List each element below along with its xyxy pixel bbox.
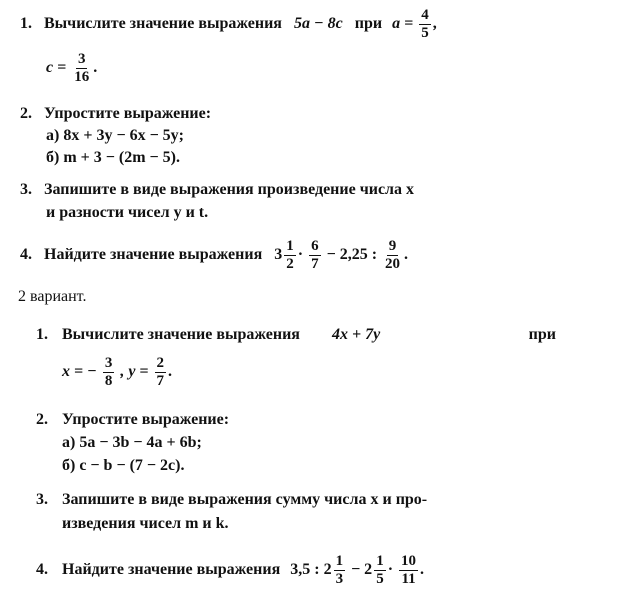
task-number: 2. (36, 411, 48, 428)
v2-task1-line2: x = − $\frac{3}{8}$ , y = $\frac{2}{7}$ . (62, 354, 173, 389)
fraction: $\frac{6}{7}$ (311, 237, 319, 272)
task-number: 2. (20, 105, 32, 122)
task-text: Упростите выражение: (44, 105, 212, 122)
v1-task1-line2: c = $\frac{3}{16}$ . (46, 51, 98, 85)
task-text: Найдите значение выражения (62, 561, 281, 578)
word-pri: при (354, 15, 383, 33)
fraction: $\frac{1}{3}$ (335, 552, 344, 587)
task-text: Запишите в виде выражения сумму числа x и про- (62, 491, 428, 508)
expression: 5a − 8c (293, 15, 343, 33)
task-text: Вычислите значение выражения (44, 15, 282, 33)
v1-task2-title (20, 104, 211, 124)
var-c: c = (46, 59, 67, 77)
task-number: 3. (36, 491, 48, 508)
v2-task3-line1 (36, 490, 427, 510)
task-text: Запишите в виде выражения произведение числа x (44, 181, 415, 198)
fraction: $\frac{1}{5}$ (376, 552, 384, 587)
var-y: , y = (120, 363, 149, 380)
word-pri: при (528, 326, 556, 343)
task-number: 4. (20, 246, 32, 263)
fraction-c: $\frac{3}{16}$ (74, 51, 90, 85)
fraction: $\frac{9}{20}$ (385, 237, 401, 272)
variant-label: 2 вариант. (18, 288, 87, 305)
task-text: Найдите значение выражения (44, 246, 263, 263)
v1-task2-a: а) 8x + 3y − 6x − 5y; (46, 127, 185, 144)
fraction: $\frac{10}{11}$ (401, 552, 417, 587)
expression-lead: 3,5 : 2 (290, 561, 332, 578)
fraction-y: $\frac{2}{7}$ (156, 354, 165, 389)
v2-task4: 4. Найдите значение выражения 3,5 : 2 $\frac{1}{3}$ − 2 $\frac{1}{5}$ · $\frac{10}{11}$ . (36, 552, 425, 587)
task-number: 3. (20, 181, 32, 198)
v1-task4: 4. Найдите значение выражения 3 $\frac{1}{2}$ · $\frac{6}{7}$ − 2,25 : $\frac{9}{20}$ . (20, 234, 408, 276)
mixed-number: 3 $\frac{1}{2}$ (274, 237, 294, 272)
v2-task2-b: б) c − b − (7 − 2c). (62, 457, 185, 474)
v1-task3-line1 (20, 180, 414, 200)
task-text: Упростите выражение: (62, 411, 230, 428)
task-number: 1. (36, 326, 48, 343)
v2-task2-title (36, 410, 229, 430)
task-number: 4. (36, 561, 48, 578)
expression-minus: − 2 (351, 561, 373, 578)
v1-task1-line1: 1. Вычислите значение выражения 5a − 8c при a = $\frac{4}{5}$ , (20, 7, 437, 41)
expression: 4x + 7y (331, 326, 381, 343)
var-a: a = (392, 15, 414, 33)
v2-task1-line1 (36, 325, 556, 345)
var-x: x = − (62, 363, 97, 380)
v1-task3-line2: и разности чисел y и t. (46, 204, 209, 221)
v2-task3-line2: изведения чисел m и k. (62, 515, 229, 532)
v1-task2-b: б) m + 3 − (2m − 5). (46, 149, 180, 166)
fraction-x: $\frac{3}{8}$ (104, 354, 113, 389)
fraction-a: $\frac{4}{5}$ (421, 7, 429, 41)
expression-mid: − 2,25 : (326, 246, 378, 263)
v2-task2-a: а) 5a − 3b − 4a + 6b; (62, 434, 202, 451)
task-text: Вычислите значение выражения (62, 326, 300, 343)
task-number: 1. (20, 15, 32, 33)
